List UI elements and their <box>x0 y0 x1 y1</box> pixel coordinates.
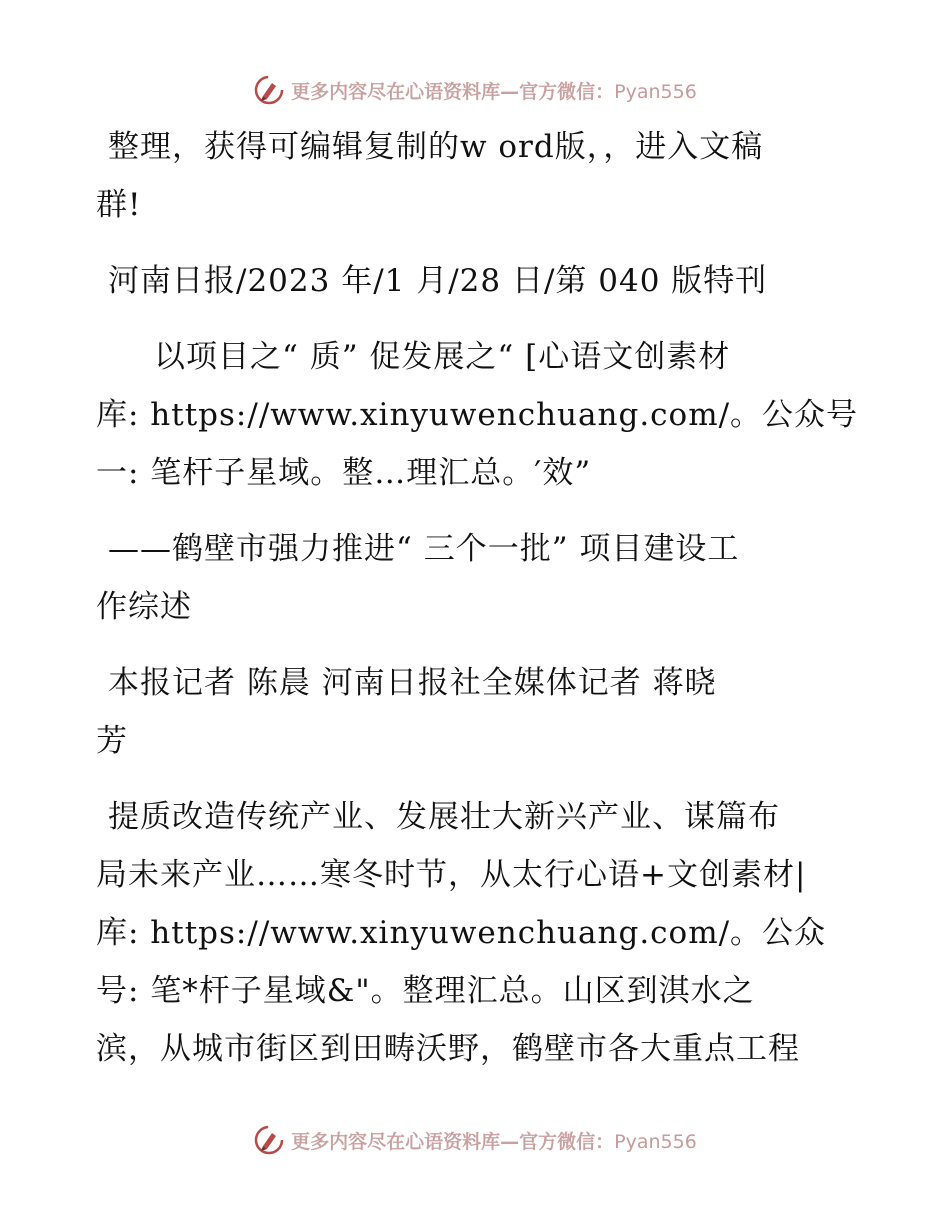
dateline <box>96 252 856 310</box>
text-line: 号: 笔*杆子星域&"。整理汇总。山区到淇水之 <box>96 973 755 1009</box>
text-line: 以项目之“ 质” 促发展之“ [心语文创素材 <box>154 339 731 375</box>
article-subtitle <box>96 520 856 636</box>
text-line: 整理，获得可编辑复制的w ord版，，进入文稿 <box>108 129 764 165</box>
document-content <box>96 118 859 1096</box>
watermark <box>253 1124 697 1156</box>
intro-paragraph <box>96 118 856 234</box>
text-line: 提质改造传统产业、发展壮大新兴产业、谋篇布 <box>108 799 780 835</box>
text-line: 一: 笔杆子星域。整…理汇总。′效” <box>96 455 592 491</box>
pen-logo-icon <box>253 74 285 106</box>
text-line: 群! <box>96 187 142 223</box>
watermark-id: Pyan556 <box>614 1130 697 1153</box>
body-paragraph <box>96 788 856 1078</box>
text-line: 本报记者 陈晨 河南日报社全媒体记者 蒋晓 <box>108 665 717 701</box>
text-line: 作综述 <box>96 589 192 625</box>
article-title <box>96 328 859 502</box>
watermark-text: 更多内容尽在心语资料库—官方微信：Pyan556 <box>291 1130 697 1153</box>
byline <box>96 654 856 770</box>
watermark <box>253 74 697 106</box>
text-line: 芳 <box>96 723 128 759</box>
text-line: ——鹤壁市强力推进“ 三个一批” 项目建设工 <box>108 531 740 567</box>
text-line: 局未来产业……寒冬时节，从太行心语+文创素材| <box>96 857 807 893</box>
text-line: 库: https://www.xinyuwenchuang.com/。公众号 <box>96 397 859 433</box>
text-line: 库: https://www.xinyuwenchuang.com/。公众 <box>96 915 827 951</box>
pen-logo-icon <box>253 1124 285 1156</box>
page-header-watermark <box>0 70 950 110</box>
text-line: 滨，从城市街区到田畴沃野，鹤壁市各大重点工程 <box>96 1031 800 1067</box>
page-footer-watermark <box>0 1120 950 1160</box>
watermark-text: 更多内容尽在心语资料库—官方微信：Pyan556 <box>291 80 697 103</box>
text-line: 河南日报/2023 年/1 月/28 日/第 040 版特刊 <box>108 263 768 299</box>
watermark-id: Pyan556 <box>614 80 697 103</box>
